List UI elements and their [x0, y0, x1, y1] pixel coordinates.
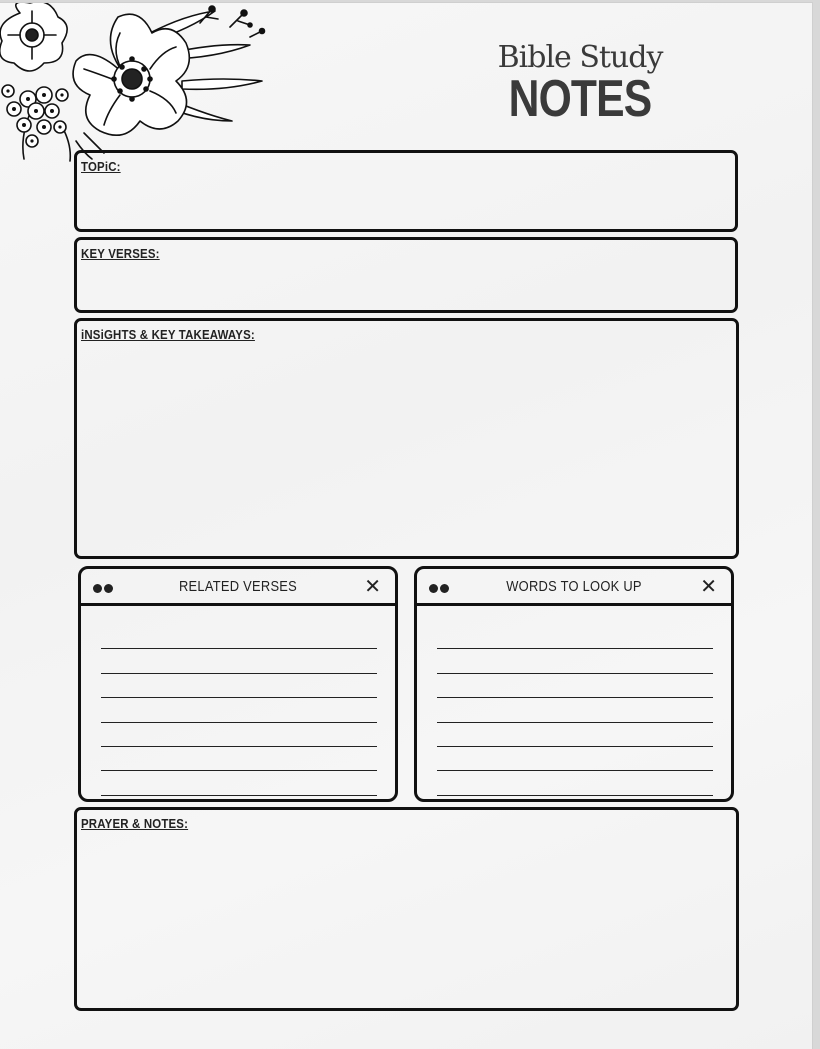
window-dots-icon — [429, 580, 451, 598]
words-to-look-up-panel[interactable] — [414, 566, 734, 802]
words-to-look-up-title: WORDS TO LOOK UP — [506, 578, 642, 595]
writing-line — [437, 747, 713, 771]
words-to-look-up-header — [417, 569, 731, 606]
writing-line — [437, 625, 713, 649]
close-icon: ✕ — [700, 574, 717, 598]
key-verses-box[interactable] — [74, 237, 738, 313]
writing-line — [101, 698, 377, 722]
related-verses-header — [81, 569, 395, 606]
title-heading: NOTES — [508, 70, 652, 128]
related-verses-panel[interactable] — [78, 566, 398, 802]
topic-box[interactable] — [74, 150, 738, 232]
close-icon: ✕ — [364, 574, 381, 598]
prayer-notes-box[interactable] — [74, 807, 739, 1011]
related-verses-lines[interactable] — [101, 625, 377, 796]
insights-box[interactable] — [74, 318, 739, 559]
floral-decoration-icon — [0, 3, 270, 163]
writing-line — [437, 723, 713, 747]
writing-line — [101, 723, 377, 747]
key-verses-label: KEY VERSES: — [81, 246, 160, 261]
writing-line — [437, 649, 713, 673]
writing-line — [101, 747, 377, 771]
title-subtitle: Bible Study — [497, 40, 663, 75]
writing-line — [101, 771, 377, 795]
words-to-look-up-lines[interactable] — [437, 625, 713, 796]
writing-line — [101, 649, 377, 673]
writing-line — [101, 625, 377, 649]
insights-label: iNSiGHTS & KEY TAKEAWAYS: — [81, 327, 255, 342]
writing-line — [437, 771, 713, 795]
topic-label: TOPiC: — [81, 159, 121, 174]
window-dots-icon — [93, 580, 115, 598]
writing-line — [101, 674, 377, 698]
notes-page — [0, 2, 813, 1049]
related-verses-title: RELATED VERSES — [178, 578, 298, 595]
prayer-notes-label: PRAYER & NOTES: — [81, 816, 189, 831]
writing-line — [437, 698, 713, 722]
page-title — [480, 40, 680, 128]
writing-line — [437, 674, 713, 698]
